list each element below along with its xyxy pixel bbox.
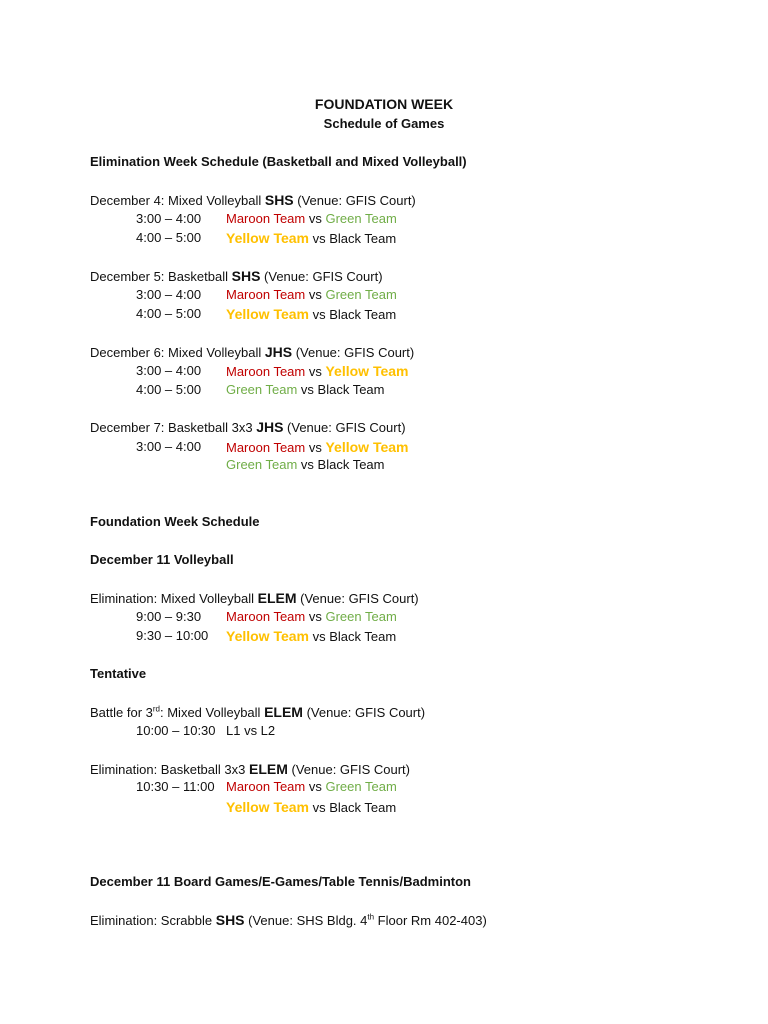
match-time: 10:30 – 11:00: [136, 779, 215, 794]
matchup: [226, 229, 396, 248]
matchup: [226, 381, 385, 399]
venue-text-end: Floor Rm 402-403): [374, 913, 487, 928]
ordinal-suffix: th: [367, 912, 375, 922]
team-maroon: Maroon Team: [226, 211, 306, 226]
team-black: Black Team: [317, 382, 385, 397]
venue-text: (Venue: GFIS Court): [302, 705, 426, 720]
team-maroon: Maroon Team: [226, 609, 306, 624]
event-prefix: Elimination: Scrabble: [90, 913, 216, 928]
matchup: L1 vs L2: [226, 723, 276, 738]
event-mid: : Mixed Volleyball: [160, 705, 265, 720]
level-label: JHS: [256, 419, 284, 435]
event-header-scrabble: [90, 911, 487, 930]
venue-text: (Venue: GFIS Court): [293, 193, 416, 208]
event-header-battle-for-third: [90, 703, 425, 722]
venue-text: (Venue: GFIS Court): [260, 269, 383, 284]
section-heading-dec11-volleyball: December 11 Volleyball: [90, 552, 234, 567]
event-header-elim-volleyball: [90, 589, 419, 608]
match-time: 4:00 – 5:00: [136, 306, 202, 321]
level-label: ELEM: [257, 590, 297, 606]
section-heading-tentative: Tentative: [90, 666, 147, 681]
team-maroon: Maroon Team: [226, 779, 306, 794]
day-header-dec6: [90, 343, 414, 362]
team-yellow: Yellow Team: [226, 628, 309, 644]
level-label: SHS: [264, 192, 294, 208]
match-time: 3:00 – 4:00: [136, 287, 202, 302]
match-time: 4:00 – 5:00: [136, 230, 202, 245]
venue-text: (Venue: GFIS Court): [296, 591, 419, 606]
day-header-dec5: [90, 267, 383, 286]
matchup: [226, 798, 396, 817]
team-green: Green Team: [325, 287, 397, 302]
event-prefix: Battle for 3: [90, 705, 153, 720]
level-label: ELEM: [264, 704, 303, 720]
vs-text: vs: [305, 779, 326, 794]
event-prefix: Elimination: Mixed Volleyball: [90, 591, 258, 606]
team-yellow: Yellow Team: [226, 306, 309, 322]
vs-text: vs: [297, 382, 318, 397]
team-green: Green Team: [325, 211, 397, 226]
team-black: Black Team: [329, 231, 397, 246]
matchup: [226, 305, 396, 324]
doc-subtitle: Schedule of Games: [323, 116, 445, 131]
section-heading-foundation: Foundation Week Schedule: [90, 514, 260, 529]
team-green: Green Team: [226, 457, 298, 472]
day-prefix: December 5: Basketball: [90, 269, 232, 284]
vs-text: vs: [309, 307, 330, 322]
team-yellow: Yellow Team: [325, 439, 409, 455]
match-time: 9:30 – 10:00: [136, 628, 209, 643]
event-prefix: Elimination: Basketball 3x3: [90, 762, 249, 777]
match-time: 3:00 – 4:00: [136, 439, 202, 454]
day-prefix: December 4: Mixed Volleyball: [90, 193, 265, 208]
team-black: Black Team: [329, 307, 397, 322]
team-black: Black Team: [317, 457, 385, 472]
team-yellow: Yellow Team: [325, 363, 409, 379]
day-prefix: December 6: Mixed Volleyball: [90, 345, 265, 360]
vs-text: vs: [309, 800, 330, 815]
match-time: 4:00 – 5:00: [136, 382, 202, 397]
match-time: 9:00 – 9:30: [136, 609, 202, 624]
level-label: SHS: [215, 912, 245, 928]
team-green: Green Team: [325, 779, 397, 794]
team-yellow: Yellow Team: [226, 230, 309, 246]
matchup: [226, 608, 397, 626]
matchup: [226, 778, 397, 796]
vs-text: vs: [305, 287, 326, 302]
team-maroon: Maroon Team: [226, 440, 306, 455]
matchup: [226, 286, 397, 304]
day-header-dec4: [90, 191, 416, 210]
vs-text: vs: [309, 231, 330, 246]
level-label: ELEM: [248, 761, 288, 777]
ordinal-suffix: rd: [152, 704, 160, 714]
venue-text: (Venue: SHS Bldg. 4: [244, 913, 368, 928]
day-header-dec7: [90, 418, 406, 437]
vs-text: vs: [309, 629, 330, 644]
vs-text: vs: [297, 457, 318, 472]
doc-title: FOUNDATION WEEK: [314, 96, 454, 112]
vs-text: vs: [305, 211, 326, 226]
team-maroon: Maroon Team: [226, 364, 306, 379]
matchup: [226, 456, 385, 474]
matchup: [226, 362, 408, 381]
venue-text: (Venue: GFIS Court): [283, 420, 406, 435]
match-time: 10:00 – 10:30: [136, 723, 216, 738]
section-heading-elimination: Elimination Week Schedule (Basketball and Mixed Volleyball): [90, 154, 467, 169]
venue-text: (Venue: GFIS Court): [292, 345, 415, 360]
team-black: Black Team: [329, 800, 397, 815]
team-black: Black Team: [329, 629, 397, 644]
match-time: 3:00 – 4:00: [136, 211, 202, 226]
team-green: Green Team: [325, 609, 397, 624]
matchup: [226, 438, 408, 457]
venue-text: (Venue: GFIS Court): [287, 762, 410, 777]
match-time: 3:00 – 4:00: [136, 363, 202, 378]
day-prefix: December 7: Basketball 3x3: [90, 420, 257, 435]
team-green: Green Team: [226, 382, 298, 397]
level-label: JHS: [264, 344, 293, 360]
event-header-elim-basketball: [90, 760, 410, 779]
vs-text: vs: [305, 440, 326, 455]
level-label: SHS: [231, 268, 261, 284]
matchup: [226, 627, 396, 646]
section-heading-dec11-board-games: December 11 Board Games/E-Games/Table Tennis/Badminton: [90, 874, 471, 889]
vs-text: vs: [305, 609, 326, 624]
matchup: [226, 210, 397, 228]
team-yellow: Yellow Team: [226, 799, 309, 815]
vs-text: vs: [305, 364, 326, 379]
team-maroon: Maroon Team: [226, 287, 306, 302]
